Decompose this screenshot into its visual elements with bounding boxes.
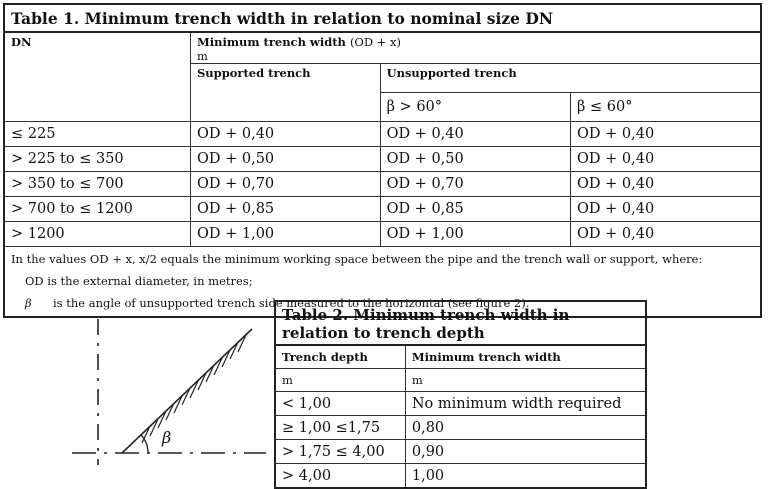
cell-width: 0,80: [405, 416, 646, 440]
cell-beta-gt: OD + 0,40: [380, 122, 570, 147]
header-min-width-label: Minimum trench width: [196, 35, 346, 49]
cell-dn: > 700 to ≤ 1200: [4, 197, 190, 222]
cell-beta-gt: OD + 0,70: [380, 172, 570, 197]
cell-beta-le: OD + 0,40: [571, 147, 761, 172]
header-min-trench-width: Minimum trench width: [405, 345, 646, 369]
cell-depth: < 1,00: [275, 392, 405, 416]
header-unsupported: Unsupported trench: [380, 64, 761, 93]
header-min-width-formula: (OD + x): [349, 35, 401, 49]
unit-depth: m: [275, 369, 405, 392]
cell-depth: > 4,00: [275, 464, 405, 489]
table-row: [275, 416, 646, 440]
header-beta-gt-60: β > 60°: [380, 93, 570, 122]
note-line-3-text: is the angle of unsupported trench side measured to the horizontal (see figure 2).: [53, 296, 530, 310]
header-beta-le-60: β ≤ 60°: [571, 93, 761, 122]
table-2: [274, 300, 647, 489]
table-row: [4, 122, 761, 147]
cell-dn: > 350 to ≤ 700: [4, 172, 190, 197]
cell-beta-gt: OD + 0,85: [380, 197, 570, 222]
cell-supported: OD + 0,40: [190, 122, 380, 147]
cell-width: 0,90: [405, 440, 646, 464]
cell-dn: > 1200: [4, 222, 190, 247]
cell-supported: OD + 0,70: [190, 172, 380, 197]
table-row: [4, 172, 761, 197]
table-1: [3, 3, 762, 318]
cell-beta-le: OD + 0,40: [571, 172, 761, 197]
cell-dn: ≤ 225: [4, 122, 190, 147]
header-supported: Supported trench: [190, 64, 380, 122]
table-row: [275, 392, 646, 416]
cell-width: No minimum width required: [405, 392, 646, 416]
cell-depth: > 1,75 ≤ 4,00: [275, 440, 405, 464]
table-row: [275, 440, 646, 464]
trench-angle-figure: [70, 315, 270, 475]
cell-beta-le: OD + 0,40: [571, 122, 761, 147]
table-row: [4, 197, 761, 222]
cell-beta-le: OD + 0,40: [571, 197, 761, 222]
cell-beta-le: OD + 0,40: [571, 222, 761, 247]
angle-beta-label: β: [162, 428, 172, 447]
table-row: [4, 147, 761, 172]
table-row: [275, 464, 646, 489]
cell-supported: OD + 0,85: [190, 197, 380, 222]
header-min-width-unit: m: [196, 49, 208, 63]
table-row: [4, 222, 761, 247]
header-trench-depth: Trench depth: [275, 345, 405, 369]
slope-hatching: [142, 335, 246, 443]
header-min-width: [190, 32, 761, 64]
cell-dn: > 225 to ≤ 350: [4, 147, 190, 172]
note-line-2: OD is the external diameter, in metres;: [25, 274, 253, 288]
table-2-caption: Table 2. Minimum trench width in relation to trench depth: [275, 301, 646, 345]
cell-beta-gt: OD + 1,00: [380, 222, 570, 247]
table-1-caption: Table 1. Minimum trench width in relation to nominal size DN: [4, 4, 761, 32]
cell-supported: OD + 1,00: [190, 222, 380, 247]
note-line-1: In the values OD + x, x/2 equals the minimum working space between the pipe and the trench wall or support, where:: [11, 252, 703, 266]
cell-width: 1,00: [405, 464, 646, 489]
trench-slope-line: [122, 329, 252, 453]
note-beta-symbol: β: [25, 296, 32, 310]
header-dn: DN: [4, 32, 190, 122]
cell-depth: ≥ 1,00 ≤1,75: [275, 416, 405, 440]
unit-width: m: [405, 369, 646, 392]
cell-beta-gt: OD + 0,50: [380, 147, 570, 172]
cell-supported: OD + 0,50: [190, 147, 380, 172]
